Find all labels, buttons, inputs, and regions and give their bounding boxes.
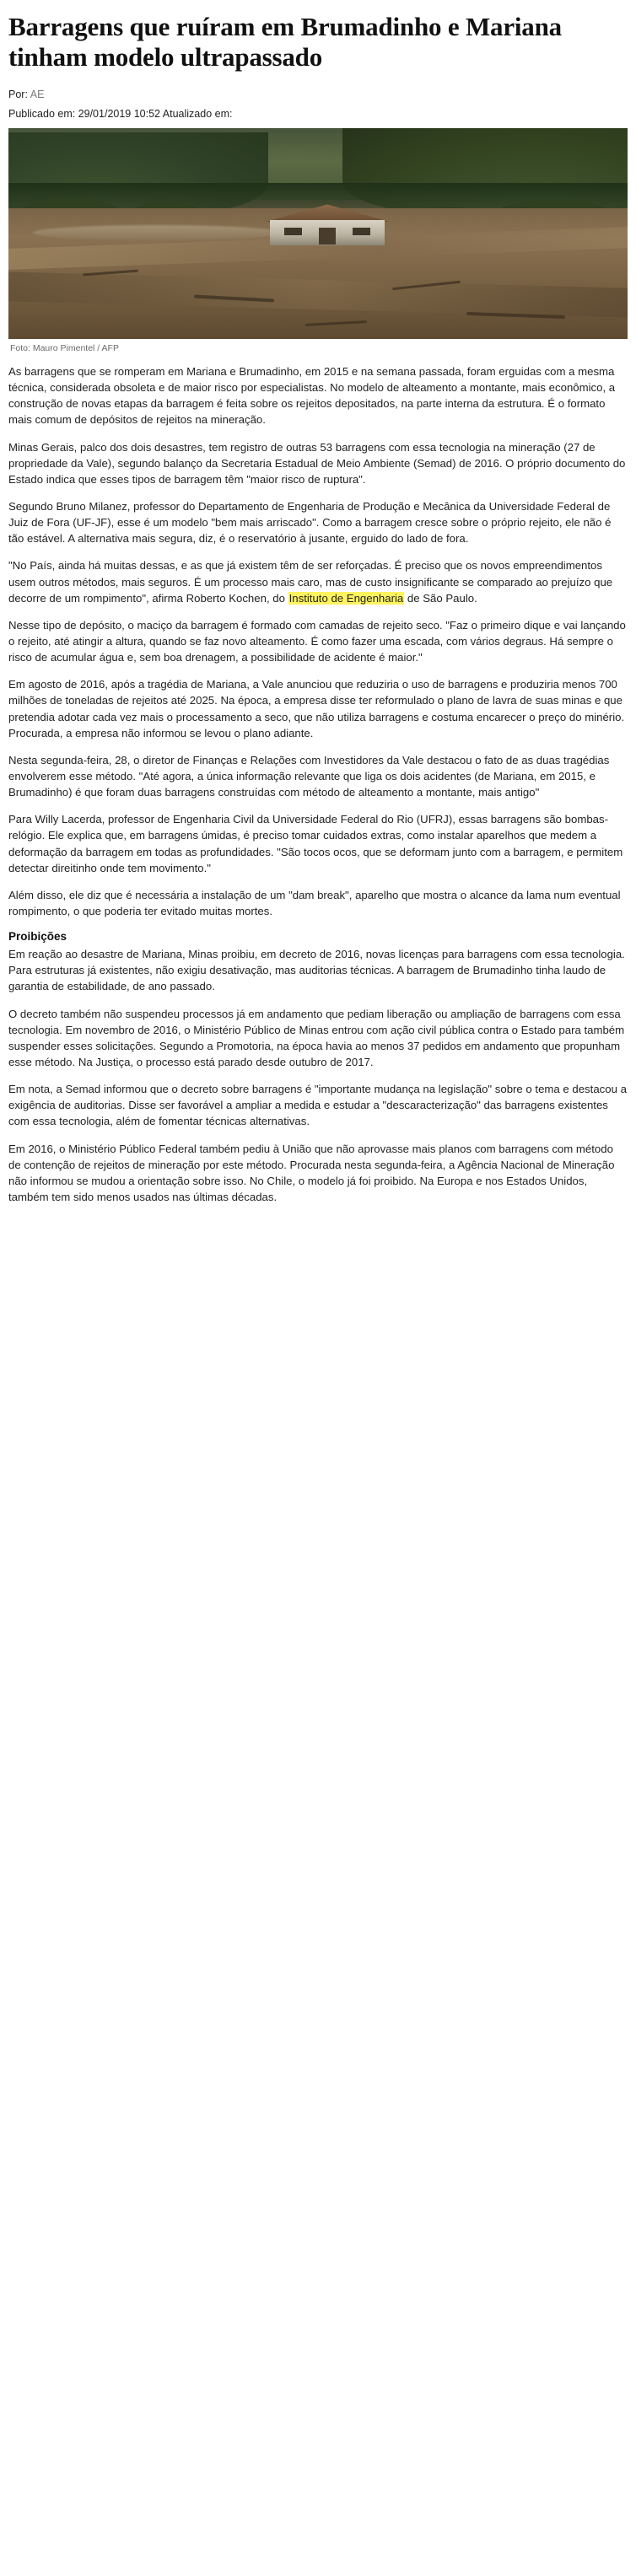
photo-caption: Foto: Mauro Pimentel / AFP	[10, 343, 119, 354]
article-paragraph: Em 2016, o Ministério Público Federal também pediu à União que não aprovasse mais planos com barragens com método de contenção de rejeitos de mineração por este método. Procurada nesta segunda-feira, a Agência Nacional de Mineração não informou se mudou a orientação sobre isso. No Chile, o modelo já foi proibido. Na Europa e nos Estados Unidos, também tem sido menos usados nas últimas décadas.	[8, 1142, 615, 1203]
article-paragraph: Nesse tipo de depósito, o maciço da barragem é formado com camadas de rejeito seco. "Faz o primeiro dique e vai lançando o rejeito, até atingir a altura, quando se faz novo alteamento. É como fazer uma escada, com vários degraus. Há sempre o risco de acumular água e, sem boa drenagem, a possibilidade de acidente é maior."	[8, 618, 626, 664]
section-heading: Proibições	[8, 930, 67, 944]
byline-author: AE	[30, 88, 45, 100]
article-photo	[8, 128, 628, 339]
highlight-after: de São Paulo.	[407, 591, 477, 605]
house-window	[284, 228, 301, 236]
byline-prefix: Por:	[8, 88, 28, 100]
highlighted-text: Instituto de Engenharia	[288, 591, 404, 605]
article-paragraph: As barragens que se romperam em Mariana e Brumadinho, em 2015 e na semana passada, foram erguidas com a mesma técnica, considerada obsoleta e de maior risco por especialistas. No modelo de alteamento a montante, mais econômico, a construção de novas etapas da barragem é feita sobre os rejeitos depositados, na parte interna da estrutura. É o formato mais comum de depósitos de rejeitos na mineração.	[8, 365, 616, 427]
article-paragraph: Segundo Bruno Milanez, professor do Departamento de Engenharia de Produção e Mecânica da Universidade Federal de Juiz de Fora (UF-JF), esse é um modelo "bem mais arriscado". Como a barragem cresce sobre o próprio rejeito, ele não é tão estável. A alternativa mais segura, diz, é o reservatório à jusante, erguido do lado de fora.	[8, 500, 612, 546]
article-paragraph: O decreto também não suspendeu processos já em andamento que pediam liberação ou ampliação de barragens com essa tecnologia. Em novembro de 2016, o Ministério Público de Minas entrou com ação civil pública contra o Estado para também suspender esses solicitações. Segundo a Promotoria, na época havia ao menos 37 pedidos em andamento que propunham esse método. Na Justiça, o processo está parado desde outubro de 2017.	[8, 1007, 625, 1068]
article-paragraph: Nesta segunda-feira, 28, o diretor de Finanças e Relações com Investidores da Vale destacou o fato de as duas tragédias envolverem esse método. "Até agora, a única informação relevante que liga os dois acidentes (de Mariana, em 2015, e Brumadinho) é que foram duas barragens construídas com método de alteamento a montante, mais antigo"	[8, 753, 610, 799]
article-figure	[8, 128, 628, 355]
article-paragraph: Para Willy Lacerda, professor de Engenharia Civil da Universidade Federal do Rio (UFRJ), essas barragens são bombas-relógio. Ele explica que, em barragens úmidas, é preciso tomar cuidados extras, como instalar aparelhos que medem a deformação da barragem em todas as profundidades. "São tocos ocos, que se deformam junto com a barragem, e permitem detectar direitinho onde tem movimento."	[8, 813, 623, 874]
article-paragraph: Em agosto de 2016, após a tragédia de Mariana, a Vale anunciou que reduziria o uso de barragens e produziria menos 700 milhões de toneladas de rejeitos até 2025. Na época, a empresa disse ter reformulado o plano de lavra de suas minas e que pretendia adotar cada vez mais o processamento a seco, que não utiliza barragens e costuma encarecer o preço do minério. Procurada, a empresa não informou se levou o plano adiante.	[8, 678, 625, 739]
article-paragraph: Além disso, ele diz que é necessária a instalação de um "dam break", aparelho que mostra o alcance da lama num eventual rompimento, o que poderia ter evitado muitas mortes.	[8, 888, 621, 917]
house-roof	[256, 204, 399, 222]
article-paragraph: Em reação ao desastre de Mariana, Minas proibiu, em decreto de 2016, novas licenças para barragens com essa tecnologia. Para estruturas já existentes, não exigiu desativação, mas auditorias técnicas. A barragem de Brumadinho tinha laudo de garantia de estabilidade, de ano passado.	[8, 948, 625, 993]
publish-info: Publicado em: 29/01/2019 10:52 Atualizado em:	[8, 108, 233, 121]
byline	[8, 88, 628, 101]
house-door	[319, 228, 336, 245]
page-title: Barragens que ruíram em Brumadinho e Mariana tinham modelo ultrapassado	[8, 12, 562, 72]
article-paragraph-highlighted	[8, 557, 628, 605]
house-window	[353, 228, 369, 236]
photo-water-pool	[33, 225, 281, 240]
article-paragraph: Minas Gerais, palco dos dois desastres, tem registro de outras 53 barragens com essa tecnologia na mineração (27 de propriedade da Vale), segundo balanço da Secretaria Estadual de Meio Ambiente (Semad) de 2016. O próprio documento do Estado indica que esses tipos de barragem têm "maior risco de ruptura".	[8, 440, 626, 486]
highlight-before: "No País, ainda há muitas dessas, e as que já existem têm de ser reforçadas. É preciso que os novos empreendimentos usem outros métodos, mais seguros. É um processo mais caro, mas de custo insignificante se comparado ao prejuízo que decorre de um rompimento", afirma Roberto Kochen, do	[8, 559, 613, 605]
photo-house	[256, 204, 399, 245]
article-paragraph: Em nota, a Semad informou que o decreto sobre barragens é "importante mudança na legislação" sobre o tema e destacou a exigência de auditorias. Disse ser favorável a ampliar a medida e estudar a "descaracterização" das barragens existentes com essa tecnologia, além de fomentar técnicas alternativas.	[8, 1083, 627, 1128]
